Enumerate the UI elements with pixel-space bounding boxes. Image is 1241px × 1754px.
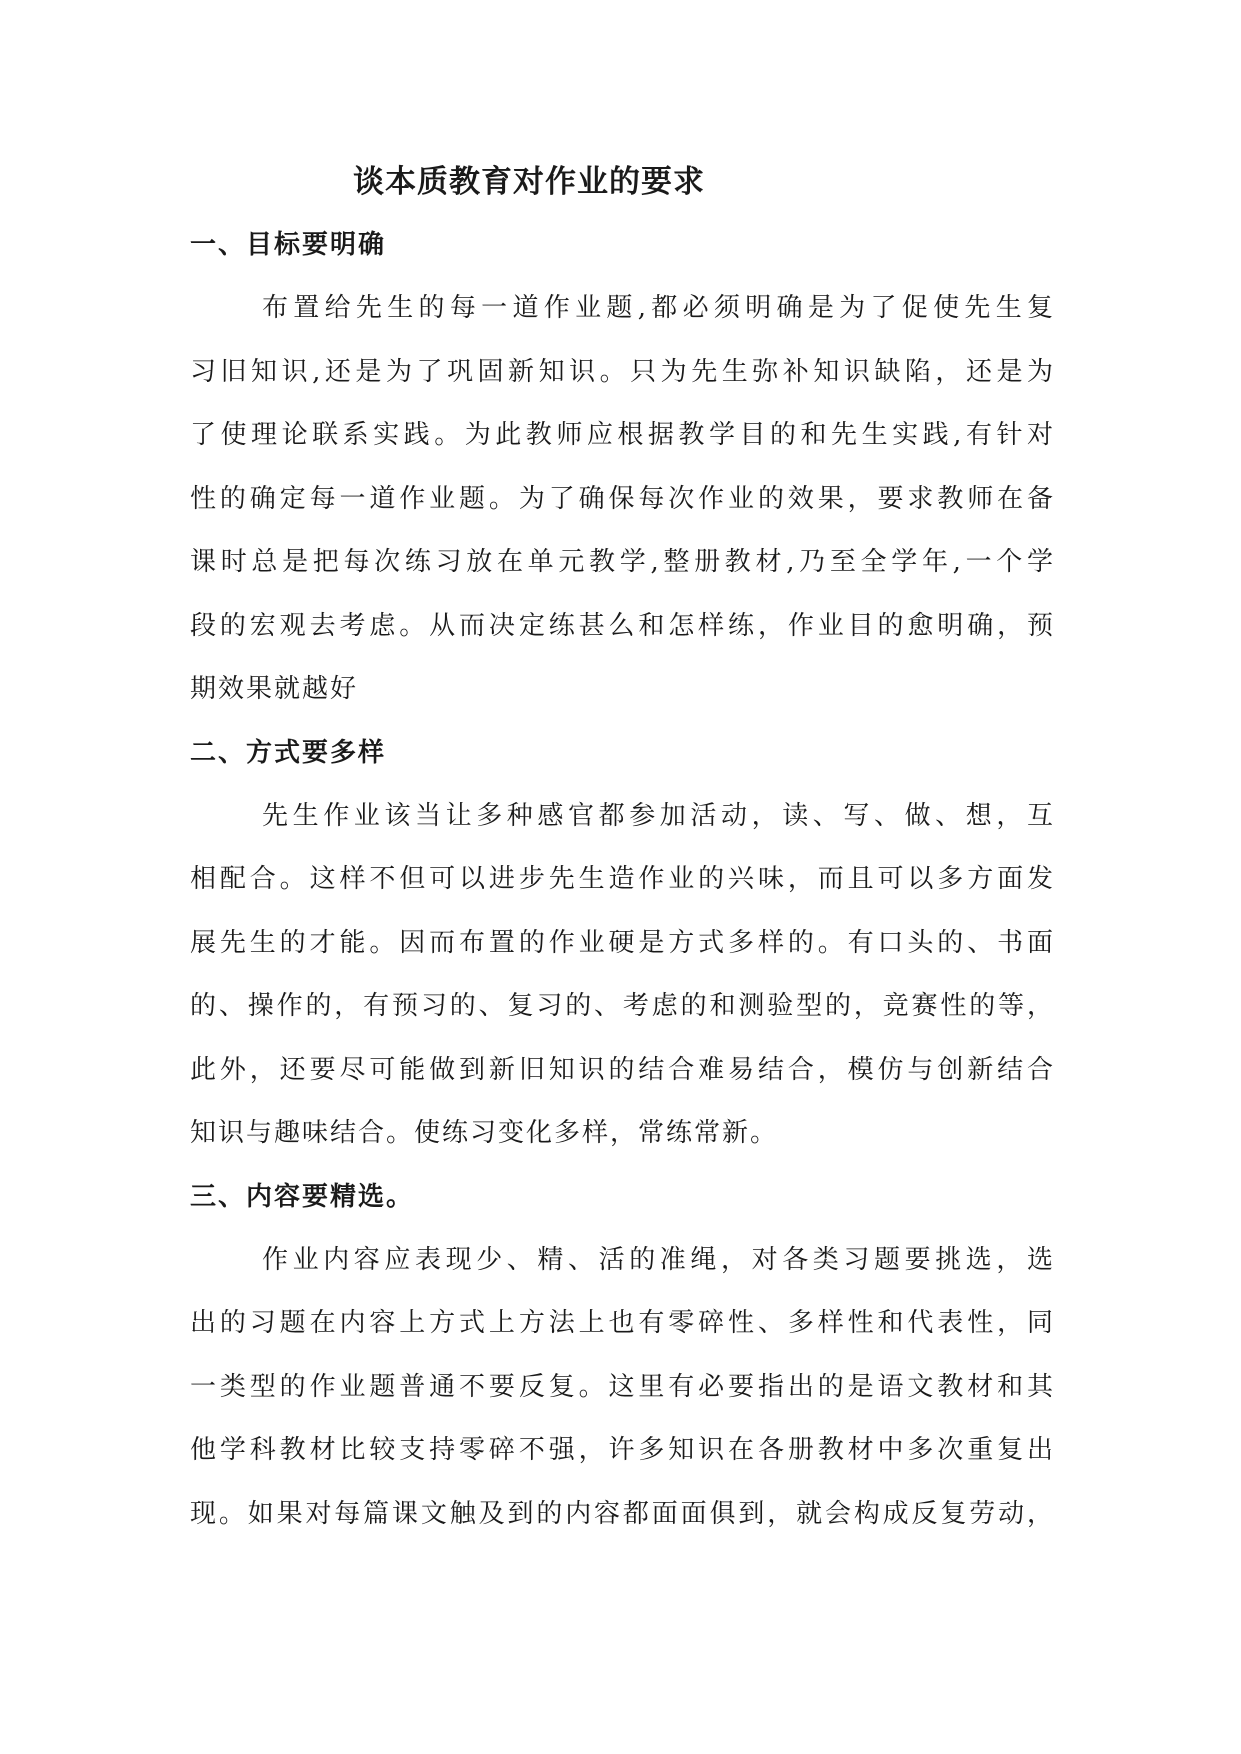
text-line: 他学科教材比较支持零碎不强，许多知识在各册教材中多次重复出 — [190, 1435, 1055, 1465]
text-line: 现。如果对每篇课文触及到的内容都面面俱到，就会构成反复劳动， — [190, 1498, 1055, 1529]
text-line: 作业内容应表现少、精、活的准绳，对各类习题要挑选，选 — [262, 1244, 1055, 1275]
section-heading: 一、目标要明确 — [190, 230, 387, 260]
text-line: 展先生的才能。因而布置的作业硬是方式多样的。有口头的、书面 — [190, 927, 1055, 958]
text-line: 先生作业该当让多种感官都参加活动，读、写、做、想，互 — [262, 800, 1055, 831]
text-line: 此外，还要尽可能做到新旧知识的结合难易结合，模仿与创新结合 — [190, 1054, 1055, 1085]
text-line: 习旧知识,还是为了巩固新知识。只为先生弥补知识缺陷，还是为 — [190, 356, 1055, 387]
text-line: 相配合。这样不但可以进步先生造作业的兴味，而且可以多方面发 — [190, 864, 1055, 894]
section-goal — [190, 214, 1055, 722]
text-line: 期效果就越好 — [190, 674, 359, 704]
text-line: 布置给先生的每一道作业题,都必须明确是为了促使先生复 — [262, 293, 1055, 323]
text-line: 一类型的作业题普通不要反复。这里有必要指出的是语文教材和其 — [190, 1371, 1055, 1402]
section-paragraph — [190, 785, 1055, 1166]
text-line: 课时总是把每次练习放在单元教学,整册教材,乃至全学年,一个学 — [190, 547, 1055, 577]
text-line: 性的确定每一道作业题。为了确保每次作业的效果，要求教师在备 — [190, 483, 1055, 514]
text-line: 段的宏观去考虑。从而决定练甚么和怎样练，作业目的愈明确，预 — [190, 610, 1055, 641]
document-page — [190, 150, 1055, 1546]
section-variety — [190, 722, 1055, 1166]
text-line: 知识与趣味结合。使练习变化多样，常练常新。 — [190, 1118, 779, 1148]
document-title: 谈本质教育对作业的要求 — [353, 164, 705, 200]
section-paragraph — [190, 277, 1055, 722]
text-line: 的、操作的，有预习的、复习的、考虑的和测验型的，竞赛性的等， — [190, 991, 1055, 1021]
section-heading: 三、内容要精选。 — [190, 1181, 415, 1212]
section-paragraph — [190, 1229, 1055, 1547]
section-heading: 二、方式要多样 — [190, 737, 387, 768]
section-content — [190, 1166, 1055, 1547]
text-line: 了使理论联系实践。为此教师应根据教学目的和先生实践,有针对 — [190, 420, 1055, 450]
text-line: 出的习题在内容上方式上方法上也有零碎性、多样性和代表性，同 — [190, 1308, 1055, 1338]
